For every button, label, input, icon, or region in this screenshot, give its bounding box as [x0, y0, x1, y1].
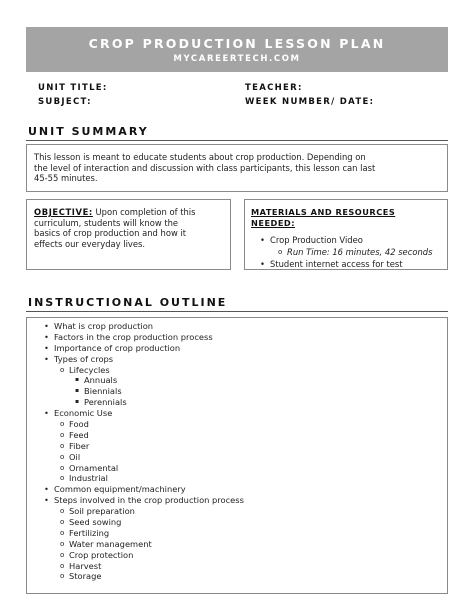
list-item — [27, 550, 447, 561]
circle-bullet-icon: o — [60, 430, 65, 439]
week-date-label: WEEK NUMBER/ DATE: — [245, 97, 375, 107]
list-item — [27, 495, 447, 506]
materials-list — [251, 234, 441, 270]
list-item — [27, 375, 447, 386]
list-item — [27, 332, 447, 343]
instructional-outline-heading: INSTRUCTIONAL OUTLINE — [28, 296, 228, 309]
title-banner — [26, 27, 448, 72]
list-item — [251, 234, 441, 246]
bullet-icon: • — [44, 353, 49, 364]
list-item — [27, 463, 447, 474]
circle-bullet-icon: o — [60, 518, 65, 527]
list-item-text: Feed — [69, 429, 89, 440]
list-item-text: Factors in the crop production process — [54, 331, 213, 342]
square-bullet-icon: ▪ — [75, 376, 80, 384]
list-item-text: Fiber — [69, 440, 90, 451]
list-item-text: Soil preparation — [69, 506, 135, 517]
circle-bullet-icon: o — [60, 572, 65, 581]
page-title: CROP PRODUCTION LESSON PLAN — [88, 36, 386, 51]
bullet-icon: • — [44, 342, 49, 353]
list-item-text: Lifecycles — [69, 364, 110, 375]
outline-divider — [26, 311, 448, 312]
objective-text: basics of crop production and how it — [34, 228, 187, 238]
list-item — [27, 419, 447, 430]
list-item — [27, 408, 447, 419]
list-item — [27, 539, 447, 550]
circle-bullet-icon: o — [60, 507, 65, 516]
list-item — [27, 441, 447, 452]
list-item — [27, 430, 447, 441]
list-item-text: Water management — [69, 538, 152, 549]
list-item-text: Food — [69, 419, 89, 430]
list-item — [27, 365, 447, 376]
list-item-text: Fertilizing — [69, 527, 110, 538]
instructional-outline-box — [26, 317, 448, 594]
circle-bullet-icon: o — [60, 365, 65, 374]
list-item-text: Perennials — [84, 397, 127, 408]
list-item — [27, 528, 447, 539]
circle-bullet-icon: o — [60, 474, 65, 483]
list-item — [27, 473, 447, 484]
list-item — [251, 258, 441, 270]
list-item — [27, 343, 447, 354]
circle-bullet-icon: o — [60, 452, 65, 461]
list-item — [27, 484, 447, 495]
square-bullet-icon: ▪ — [75, 398, 80, 406]
list-item-text: Crop Production Video — [270, 235, 363, 245]
circle-bullet-icon: o — [60, 539, 65, 548]
bullet-icon: • — [44, 408, 49, 419]
list-item-text: Types of crops — [54, 353, 114, 364]
list-item-text: Annuals — [84, 375, 118, 386]
list-item — [27, 321, 447, 332]
materials-box — [244, 199, 448, 270]
bullet-icon: • — [44, 321, 49, 331]
circle-bullet-icon: o — [60, 550, 65, 559]
list-item — [27, 452, 447, 463]
list-item-text: What is crop production — [54, 321, 154, 331]
list-item-text: Seed sowing — [69, 517, 122, 528]
square-bullet-icon: ▪ — [75, 387, 80, 395]
circle-bullet-icon: o — [60, 528, 65, 537]
list-item — [251, 246, 441, 258]
list-item — [27, 386, 447, 397]
list-item-text: Industrial — [69, 473, 108, 484]
list-item-text: Storage — [69, 571, 102, 582]
circle-bullet-icon: o — [60, 420, 65, 429]
list-item-text: Student internet access for test — [270, 259, 403, 269]
list-item — [27, 354, 447, 365]
list-item-text: Importance of crop production — [54, 342, 181, 353]
circle-bullet-icon: o — [60, 561, 65, 570]
objective-text: effects our everyday lives. — [34, 238, 146, 249]
unit-summary-heading: UNIT SUMMARY — [28, 125, 149, 138]
circle-bullet-icon: o — [278, 248, 283, 256]
objective-box — [26, 199, 231, 270]
list-item — [27, 517, 447, 528]
objective-label: OBJECTIVE: — [34, 207, 93, 217]
list-item-text: Harvest — [69, 560, 102, 571]
summary-line: This lesson is meant to educate students about crop production. Depending on — [34, 152, 366, 162]
teacher-label: TEACHER: — [245, 83, 303, 93]
list-item-text: Oil — [69, 451, 81, 462]
site-name: MYCAREERTECH.COM — [173, 54, 301, 64]
objective-text: curriculum, students will know the — [34, 217, 179, 228]
list-item — [27, 397, 447, 408]
subject-label: SUBJECT: — [38, 97, 92, 107]
list-item-text: Common equipment/machinery — [54, 484, 186, 495]
outline-list — [27, 321, 447, 582]
bullet-icon: • — [260, 259, 265, 269]
list-item — [27, 561, 447, 572]
bullet-icon: • — [44, 484, 49, 495]
objective-text: Upon completion of this — [92, 207, 196, 217]
bullet-icon: • — [44, 331, 49, 342]
unit-summary-box — [26, 144, 448, 192]
materials-heading: MATERIALS AND RESOURCES NEEDED: — [251, 207, 396, 228]
list-item-text: Crop protection — [69, 549, 134, 560]
bullet-icon: • — [44, 495, 49, 506]
summary-line: the level of interaction and discussion with class participants, this lesson can last — [34, 162, 376, 173]
list-item — [27, 571, 447, 582]
list-item-text: Run Time: 16 minutes, 42 seconds — [287, 247, 433, 257]
circle-bullet-icon: o — [60, 463, 65, 472]
unit-summary-divider — [26, 140, 448, 141]
list-item-text: Steps involved in the crop production process — [54, 495, 244, 506]
list-item-text: Ornamental — [69, 462, 119, 473]
list-item-text: Economic Use — [54, 408, 113, 419]
list-item — [27, 506, 447, 517]
bullet-icon: • — [260, 235, 265, 245]
list-item-text: Biennials — [84, 386, 122, 397]
summary-line: 45-55 minutes. — [34, 173, 98, 183]
circle-bullet-icon: o — [60, 441, 65, 450]
unit-title-label: UNIT TITLE: — [38, 83, 108, 93]
